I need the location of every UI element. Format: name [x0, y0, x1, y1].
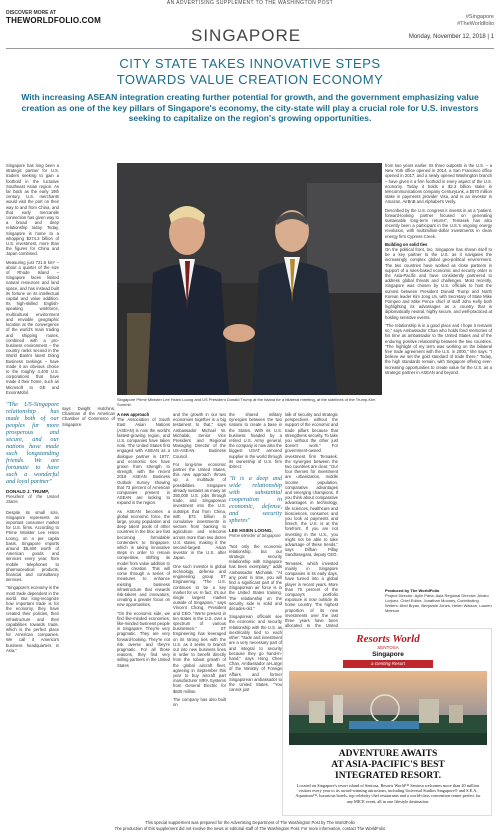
- quote-attribution-title: President of the United States: [6, 494, 59, 505]
- footer-line-1: This special supplement was prepared for the Advertising Department of The Washington Post by The WorldFolio: [145, 820, 355, 825]
- ad-logo-subtitle: SENTOSA: [377, 645, 399, 650]
- masthead: [6, 10, 494, 52]
- credits-text: Project Director: Aylin Parla, Asia Regional Director: Alvaro Lorjuez, Chief Editor: Jonathan Mooney, Contributing Writers: Abel Bryan, Benjamin Jones, Helen Watson, Lauren Meeson: [385, 593, 492, 613]
- resort-illustration: [289, 671, 487, 745]
- resorts-world-ad[interactable]: [282, 628, 492, 816]
- masthead-divider: [6, 48, 494, 49]
- paragraph: "The relationship is in a good place and I hope it remains so," says Ambassador Chan who holds fond memories of his time as ambassador to the United States and of the enduring positive relationship between the two countries. "The highlight of my term was working on the bilateral free trade agreement with the U.S. in 2000," she says. "I believe we set the gold standard of trade there." Today, the high standards remain, with Singapore offering ever-increasing opportunities to create value for the U.S. as a strategic partner in ASEAN and beyond.: [385, 322, 492, 375]
- quote-attribution-name: DONALD J. TRUMP,: [6, 488, 50, 494]
- dateline: Monday, November 12, 2018 | 1: [408, 34, 494, 40]
- resort-aerial-image: [289, 671, 487, 745]
- paragraph: from two years earlier. Its three outposts in the U.S. – a New York office opened in 2014, a San Francisco office opened in 2017, and a newly opened Washington branch – have given it a firm foothold in every aspect of the U.S. economy. Today it holds a $2.3 billion stake in telecommunications company CenturyLink, a $570 million stake in payments provider Visa, and is an investor in Amazon, AirBnB and Alphabet's Verily.: [385, 163, 492, 205]
- country-title: SINGAPORE: [191, 26, 302, 45]
- footer-line-2: The production of this supplement did not involve the news or editorial staff of The Washington Post. For more information, contact The WorldFolio: [114, 825, 386, 831]
- article-deck: With increasing ASEAN integration creating further potential for growth, and the government emphasizing value creation as one of the key pillars of Singapore's economy, the city-state will play a crucial role for U.S. investors seeking to capitalize on the region's growing opportunities.: [21, 92, 479, 123]
- paragraph: Described by the U.S. congress it invests in as a "patient, forward-looking partner focused on generating sustainable long-term returns", Temasek has also recently been a participant in the U.S.'s ongoing energy revolution, with multimillion-dollar investments in clean energy firm Cypress Creek.: [385, 207, 492, 239]
- ad-headline: [283, 749, 492, 782]
- paragraph: Temasek, which invested mainly in Singapore companies in its early days, have turned into a global player in recent years. More than 70 percent of the company's portfolio exposure is now outside its home country. The highest proportion of its new investments over the last three years have been allocated to the United: [285, 560, 338, 629]
- discover-label: DISCOVER MORE AT: [6, 10, 57, 16]
- ad-body-copy: Located on Singapore's resort island of Sentosa, Resorts World™ Sentosa welcomes more than 20 million visitors every year to its award-winning attractions, including Universal Studios Singapore® and S.E.A. Aquarium™, luxurious hotels, top celebrity chef restaurants and a world-class convention center perfect for any MICE event, all in one lifestyle destination.: [295, 783, 481, 804]
- paragraph: On the political front, too, Singapore has shown itself to be a key partner to the U.S. as it navigates the increasingly complex global geo-political environment. The two countries have worked as close partners in support of a rules-based economic and security order in the Asia-Pacific and have consistently partnered to address global threats and challenges. Most recently, Singapore was chosen by U.S. officials to host the summit between President Donald Trump and North Korean leader Kim Jong Un, with Secretary of State Mike Pompeo and Mike Pence chief of staff John Kelly both highlighting its advantages as a country that is diplomatically neutral, highly secure, and well-practiced at holding sensitive events.: [385, 247, 492, 320]
- resorts-world-logo: Resorts World: [356, 633, 420, 645]
- site-logo[interactable]: THEWORLDFOLIO.COM: [6, 16, 101, 25]
- pull-quote: "It is a deep and wide relationship with substantial cooperation in economic, defense, and security spheres": [229, 475, 282, 525]
- pull-quote: "The US-Singapore relationship has made both of our peoples far more prosperous and secure, and our nations have made such longstanding friends. We are fortunate to have such a wonderful and loyal partner": [6, 400, 59, 485]
- subheadline: TOWARDS VALUE CREATION ECONOMY: [116, 72, 384, 87]
- quote-attribution-name: LEE HSIEN LOONG,: [229, 528, 273, 534]
- paragraph: For long-time economic partner the United States, this new approach throws up a multitude of possibilities. Singapore already sustains as many as 250,000 U.S. jobs through trade, and Singaporean investment into the U.S. outstrips that from China, with $73 billion in cumulative investments in sectors from banking to agriculture and telecoms across more than two dozen U.S. states, making it the second-largest Asian investor in the U.S. after Japan.: [173, 461, 226, 561]
- article-column-2: [62, 163, 115, 430]
- article-column-2b: [117, 412, 170, 671]
- produced-by: Produced by The WorldFolio: [385, 588, 440, 593]
- paragraph: "Singapore's economy is the most trade dependent in the world. But long-recognize how important trade is for the economy, they have created their policies, their infrastructure and their capabilities towards trade, which is the perfect place for American companies. We call it America's business headquarters in Asia,": [6, 585, 59, 653]
- paragraph: says Dwight Hutchins, Chairman of the American Chamber of Commerce of Singapore.: [62, 406, 115, 427]
- paragraph: As ASEAN becomes a global economic force, the large, young population and deep talent pools of other countries in the bloc are fast becoming formidable contenders to Singapore, which is taking innovative steps in order to remain competitive, shifting its model from value addition to value creation. This will come through a series of measures to enhance existing business infrastructure that rewards risk-takers and innovators, creating a greater focus on new opportunities.: [117, 508, 170, 608]
- production-credits: [385, 588, 492, 613]
- paragraph: "Not only the economic relationship, but our strategic security relationship with Singapore has been exemplary," adds Ambassador Michalak. "At any point in time, you will find a significant part of the Singaporean air force is in the United States training. The relationship on the security side is solid and decades-old.": [229, 543, 282, 612]
- article-column-1: [6, 163, 59, 656]
- article-column-4: [229, 412, 282, 695]
- genting-badge: a Genting Resort: [343, 660, 433, 668]
- paragraph: "On the economic side, we find like-minded economies, like-minded business people in Singapore. They're very pragmatic. They are very forward-looking. They're not risk averse and they're pragmatic. For all those reasons, they find very willing partners in the United States: [117, 610, 170, 668]
- quote-attribution-title: Prime Minister of Singapore: [229, 533, 281, 539]
- page-footer: [0, 820, 500, 831]
- article-column-6: [385, 163, 492, 378]
- hashtag-singapore[interactable]: #Singapore: [465, 14, 494, 20]
- photo-illustration: [117, 163, 382, 395]
- ad-headline-line-2: AT ASIA-PACIFIC'S BEST: [331, 760, 445, 770]
- paragraph: and the growth in our two economies together is a big testament to that," says Ambassador Michael W. Michalak, Senior Vice President and Regional Managing Director of the US-ASEAN Business Council.: [173, 412, 226, 459]
- article-column-5: [285, 412, 338, 657]
- paragraph: Singapore has long been a strategic partner for U.S. traders seeking to gain a foothold in the lucrative Southeast Asian region. As far back as the early 19th century, U.S. merchants would visit the port on their way to and from China, and that early mercantile connection has given way to a broad and deep relationship today. Today, Singapore is home to a whopping $274.3 billion of U.S. investment, more than the figures for China and Japan combined.: [6, 163, 59, 257]
- ad-headline-line-3: INTEGRATED RESORT.: [335, 771, 441, 781]
- paragraph: Measuring just 721.5 km² – about a quarter of the size of Rhode Island – Singapore faces limited natural resources and land space, and has instead built its fortune on its intellectual capital and value addition. Its high-skilled English-speaking workforce, multicultural environment and enviable geographic location at the convergence of the world's main trading and shipping routes, combined with a pro-business environment – the country ranks second in the World Bank's latest Doing Business rankings – have made it an obvious choice to the roughly 4,400 U.S. corporations that have made it their home, such as Microsoft to GE and ExxonMobil.: [6, 259, 59, 395]
- hashtag-worldfolio[interactable]: #TheWorldfolio: [457, 20, 494, 27]
- article-column-3: [173, 412, 226, 710]
- headline: CITY STATE TAKES INNOVATIVE STEPS: [119, 56, 381, 71]
- ad-country: Singapore: [372, 651, 404, 658]
- paragraph: One such investor is global technology, defense and engineering group ST Engineering. "The U.S. continues to be a key market for us. In fact, it's our single largest market outside of Singapore," says Vincent Chong, President and CEO. "We're present in ten states in the U.S. over a spectrum of various businesses." ST Engineering has leveraged on its strong ties with the U.S. as it seeks to branch out into new business lines in order to benefit directly from the robust growth of the global aircraft fleet, agreeing in September this year to buy aircraft part manufacturer MRA Systems from General Electric for $630 million.: [173, 563, 226, 694]
- paragraph: The company has also built on: [173, 696, 226, 707]
- paragraph: talk of security and strategic perspectives without the support of the economic and trade pillars because that strengthens security. To take you without the other just doesn't work." For government-owned investment firm Temasek, the synergies between the two countries are clear. "Our four themes for investment are urbanization, middle income population, comparative advantages and emerging champions. If you think about comparative advantages in technology, life sciences, healthcare and biosciences, consumer, and you look at payments and fintech, the U.S. is at the forefront. If you are not investing in the U.S., you might not be able to take advantage of these trends," says Dilhan Pillay Sandrasegara, deputy CEO.: [285, 412, 338, 558]
- section-heading-solid-ties: Building on solid ties: [385, 241, 428, 247]
- ad-headline-line-1: ADVENTURE AWAITS: [338, 749, 438, 759]
- paragraph: The Association of South East Asian Nations (ASEAN) is now the world's fastest-growing region, and U.S. companies have taken note. The United States first engaged with ASEAN as a dialogue partner in 1977, and economic ties have grown from strength to strength, with the recent 2018 ASEAN Business Outlook Survey showing that 73 percent of American companies present in ASEAN are looking to expand in the region.: [117, 417, 170, 506]
- leaders-photo: [117, 163, 382, 395]
- hashtags: [457, 14, 494, 27]
- paragraph: the shared military synergies between the two nations to create a base in the States. With its U.S. business headed by a retired U.S. Army general, the company is now also the biggest USAT armored supplier in the world through its ownership of U.S. firm iDirect.: [229, 412, 282, 470]
- paragraph: Singaporean officials see the economic and security relationship with the U.S. as inextricably tied to each other: "trade and investment are a very necessary part of and integral to security because they go hand-in-hand," says Hong Chee Chan, Ambassador at-Large of the Ministry of Foreign Affairs and former Singaporean ambassador to the United States. "You cannot just: [229, 614, 282, 693]
- paragraph: Despite its small size, Singapore represents an important consumer market for U.S. firms. According to Prime Minister Lee Hsien Loong, on a per capita basis, Singapore imports around $5,400 worth of American goods and services every year, from mobile telephones to pharmaceutical products, financial and consultancy services.: [6, 509, 59, 583]
- supplement-banner: AN ADVERTISING SUPPLEMENT TO THE WASHINGTON POST: [166, 0, 334, 6]
- section-heading-new-approach: A new approach: [117, 412, 150, 417]
- photo-caption: Singapore Prime Minister Lee Hsien Loong and US President Donald Trump at the Istana for a bilateral meeting, at the sidelines of the Trump-Kim Summit.: [117, 397, 376, 407]
